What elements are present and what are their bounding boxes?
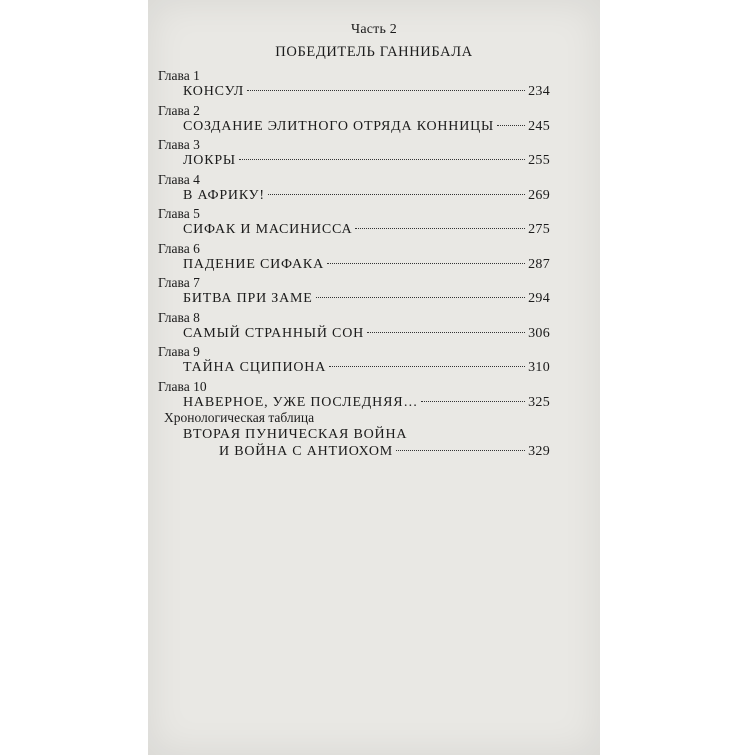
chapter-row	[183, 257, 550, 275]
chronology-entry	[164, 410, 550, 462]
dot-leader	[367, 332, 525, 333]
page-number: 329	[528, 444, 550, 459]
chronology-row	[219, 444, 550, 462]
page-number: 275	[528, 222, 550, 237]
part-number: Часть 2	[351, 22, 397, 37]
chapter-title: СИФАК И МАСИНИССА	[183, 222, 353, 237]
dot-leader	[329, 366, 525, 367]
chapter-label: Глава 4	[158, 171, 200, 187]
chapter-row	[183, 188, 550, 206]
chronology-label: Хронологическая таблица	[164, 410, 315, 425]
chapter-label: Глава 3	[158, 137, 200, 152]
table-of-contents	[158, 68, 550, 413]
dot-leader	[239, 159, 525, 160]
dot-leader	[355, 228, 525, 229]
page-number: 294	[528, 291, 550, 306]
chapter-title: СОЗДАНИЕ ЭЛИТНОГО ОТРЯДА КОННИЦЫ	[183, 118, 495, 134]
page-number: 325	[528, 394, 550, 410]
dot-leader	[247, 90, 525, 91]
chapter-label: Глава 5	[158, 206, 200, 221]
chapter-title: ТАЙНА СЦИПИОНА	[183, 360, 327, 375]
chapter-row	[183, 84, 550, 102]
toc-entry-9	[158, 344, 550, 379]
chapter-row	[183, 360, 550, 378]
page-number: 310	[528, 360, 550, 375]
chapter-title: САМЫЙ СТРАННЫЙ СОН	[183, 325, 365, 341]
toc-entry-5	[158, 206, 550, 241]
toc-entry-3	[158, 137, 550, 172]
toc-entry-1	[158, 68, 550, 103]
chapter-row	[183, 326, 550, 344]
chapter-row	[183, 153, 550, 171]
chapter-title: НАВЕРНОЕ, УЖЕ ПОСЛЕДНЯЯ…	[183, 394, 419, 410]
chronology-title-line2: И ВОЙНА С АНТИОХОМ	[219, 444, 393, 459]
chapter-label: Глава 8	[158, 309, 200, 325]
chapter-title: БИТВА ПРИ ЗАМЕ	[183, 291, 313, 306]
chapter-label: Глава 2	[158, 102, 200, 118]
chapter-label: Глава 7	[158, 275, 200, 290]
chapter-label: Глава 10	[158, 378, 207, 394]
part-title: ПОБЕДИТЕЛЬ ГАННИБАЛА	[275, 44, 473, 60]
toc-entry-4	[158, 172, 550, 207]
chapter-label: Глава 9	[158, 344, 200, 359]
chapter-row	[183, 119, 550, 137]
page-number: 245	[528, 118, 550, 134]
chapter-title: В АФРИКУ!	[183, 187, 265, 203]
toc-entry-10	[158, 379, 550, 414]
chapter-title: ЛОКРЫ	[183, 153, 236, 168]
page-number: 287	[528, 256, 550, 272]
page-number: 255	[528, 153, 550, 168]
dot-leader	[421, 401, 525, 402]
dot-leader	[316, 297, 525, 298]
page-number: 234	[528, 84, 550, 99]
page-number: 306	[528, 325, 550, 341]
dot-leader	[268, 194, 525, 195]
chapter-row	[183, 291, 550, 309]
toc-entry-7	[158, 275, 550, 310]
dot-leader	[396, 450, 525, 451]
toc-entry-8	[158, 310, 550, 345]
chronology-title-line1: ВТОРАЯ ПУНИЧЕСКАЯ ВОЙНА	[183, 427, 408, 442]
chapter-label: Глава 1	[158, 68, 200, 83]
chapter-label: Глава 6	[158, 240, 200, 256]
chapter-row	[183, 222, 550, 240]
chapter-title: КОНСУЛ	[183, 84, 244, 99]
book-page	[148, 0, 600, 755]
page-number: 269	[528, 187, 550, 203]
chapter-title: ПАДЕНИЕ СИФАКА	[183, 256, 324, 272]
toc-entry-6	[158, 241, 550, 276]
toc-entry-2	[158, 103, 550, 138]
dot-leader	[327, 263, 525, 264]
dot-leader	[497, 125, 525, 126]
